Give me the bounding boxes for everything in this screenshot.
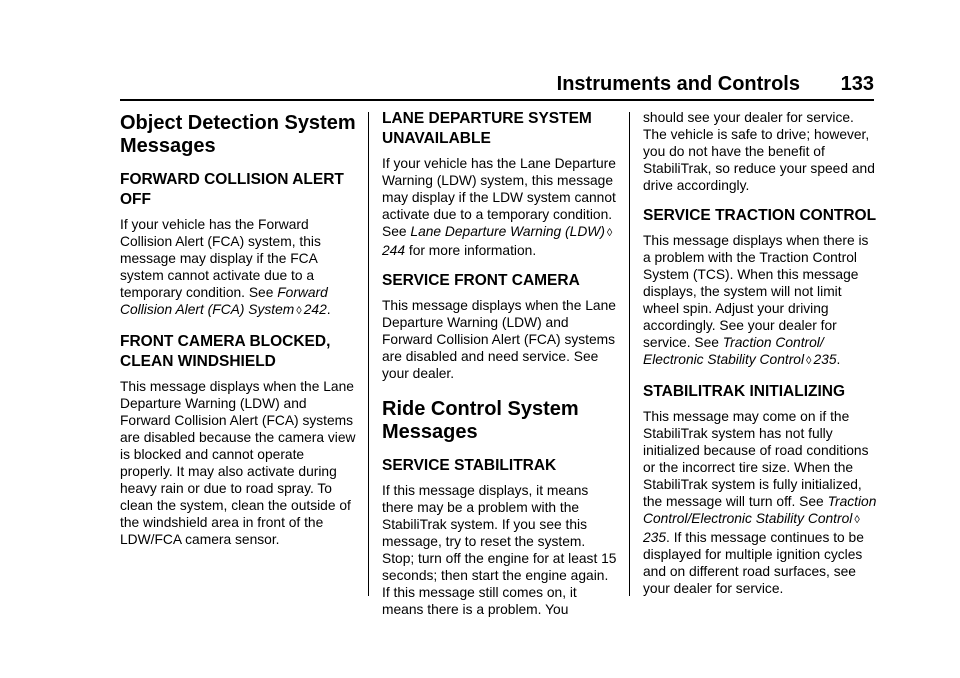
chapter-heading-ride-control: Ride Control System Messages — [382, 398, 579, 443]
page-header — [120, 72, 874, 104]
heading-lane-departure-unavailable: LANE DEPARTURE SYSTEM UNAVAILABLE — [382, 110, 592, 147]
page-reference-number[interactable]: 244 — [382, 243, 406, 258]
page-reference-arrow-icon: ◊ — [854, 514, 860, 526]
heading-service-front-camera: SERVICE FRONT CAMERA — [382, 272, 580, 289]
page-number: 133 — [840, 73, 874, 95]
section-title: Instruments and Controls — [556, 73, 800, 95]
column-2 — [382, 108, 618, 630]
cross-reference-link[interactable]: Traction Control/Electronic Stability Control — [643, 494, 877, 526]
heading-service-traction-control: SERVICE TRACTION CONTROL — [643, 207, 877, 224]
column-divider-2 — [629, 112, 630, 596]
page-reference-number[interactable]: 235 — [813, 352, 837, 367]
paragraph-stabilitrak-initializing: This message may come on if the StabiliTrak system has not fully initialized because of road conditions or the incorrect tire size. When the StabiliTrak system is fully initialized, the message will turn off. See Traction Control/Electronic Stability Control ◊235. If this message continues to be displayed for multiple ignition cycles and on different road surfaces, see your dealer for service. — [643, 409, 877, 596]
column-1 — [120, 108, 356, 560]
paragraph-service-traction-control: This message displays when there is a problem with the Traction Control System (TCS). When this message displays, the system will not limit wheel spin. Adjust your driving accordingly. See your dealer for service. See Traction Control/ Electronic Stability Control ◊ 235. — [643, 232, 879, 370]
page-reference-arrow-icon: ◊ — [606, 227, 613, 239]
column-divider-1 — [368, 112, 369, 596]
header-rule — [120, 99, 874, 101]
paragraph-service-front-camera: This message displays when the Lane Departure Warning (LDW) and Forward Collision Alert (FCA) systems are disabled and need service. See your dealer. — [382, 298, 616, 381]
paragraph-service-stabilitrak-continued: should see your dealer for service. The vehicle is safe to drive; however, you do not have the benefit of StabiliTrak, so reduce your speed and drive accordingly. — [643, 110, 875, 193]
paragraph-lane-departure-unavailable: If your vehicle has the Lane Departure Warning (LDW) system, this message may display if the LDW system cannot activate due to a temporary condition. See Lane Departure Warning (LDW) ◊244 for more information. — [382, 156, 616, 258]
paragraph-front-camera-blocked: This message displays when the Lane Departure Warning (LDW) and Forward Collision Alert (FCA) systems are disabled because the camera view is blocked and cannot operate properly. It may also activate during heavy rain or due to road spray. To clean the system, clean the outside of the windshield area in front of the LDW/FCA camera sensor. — [120, 379, 356, 547]
column-3 — [643, 108, 879, 609]
cross-reference-link[interactable]: Lane Departure Warning (LDW) — [410, 224, 605, 239]
heading-forward-collision-alert-off: FORWARD COLLISION ALERT OFF — [120, 171, 344, 208]
heading-front-camera-blocked: FRONT CAMERA BLOCKED, CLEAN WINDSHIELD — [120, 333, 331, 370]
page-reference-number[interactable]: 235 — [643, 530, 667, 545]
paragraph-forward-collision-alert-off: If your vehicle has the Forward Collision Alert (FCA) system, this message may display if the FCA system cannot activate due to a temporary condition. See Forward Collision Alert (FCA) System ◊ 242. — [120, 216, 356, 320]
page-reference-arrow-icon: ◊ — [806, 355, 812, 367]
cross-reference-link[interactable]: Forward Collision Alert (FCA) System — [120, 285, 328, 317]
page-reference-number[interactable]: 242 — [303, 302, 327, 317]
paragraph-service-stabilitrak: If this message displays, it means there may be a problem with the StabiliTrak system. If you see this message, try to reset the system. Stop; turn off the engine for at least 15 seconds; then start the engine again. If this message still comes on, it means there is a problem. You — [382, 483, 617, 617]
chapter-heading-object-detection: Object Detection System Messages — [120, 112, 356, 157]
cross-reference-link[interactable]: Traction Control/ Electronic Stability Control — [643, 335, 824, 367]
heading-stabilitrak-initializing: STABILITRAK INITIALIZING — [643, 383, 846, 400]
heading-service-stabilitrak: SERVICE STABILITRAK — [382, 457, 557, 474]
page-reference-arrow-icon: ◊ — [296, 305, 302, 317]
